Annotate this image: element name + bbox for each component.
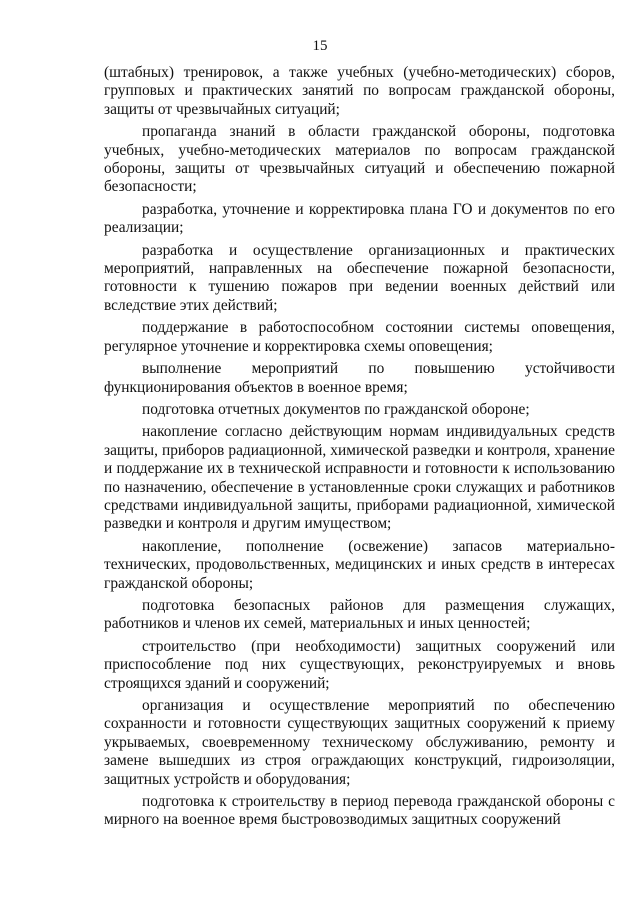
paragraph-7: подготовка отчетных документов по гражданской обороне; <box>142 400 530 418</box>
paragraph-5: поддержание в работоспособном состоянии системы оповещения, регулярное уточнение и корректировка схемы оповещения; <box>104 319 615 355</box>
paragraph-4: разработка и осуществление организационных и практических мероприятий, направленных на обеспечение пожарной безопасности, готовности к тушению пожаров при ведении военных действий или вследствие этих действий; <box>104 241 615 314</box>
paragraph-2: пропаганда знаний в области гражданской обороны, подготовка учебных, учебно-методических материалов по вопросам гражданской обороны, защиты от чрезвычайных ситуаций и обеспечению пожарной безопасности; <box>104 123 615 196</box>
paragraph-11: строительство (при необходимости) защитных сооружений или приспособление под них существующих, реконструируемых и вновь строящихся зданий и сооружений; <box>104 637 615 692</box>
paragraph-3: разработка, уточнение и корректировка плана ГО и документов по его реализации; <box>104 200 615 237</box>
paragraph-12: организация и осуществление мероприятий по обеспечению сохранности и готовности существующих защитных сооружений к приему укрываемых, своевременному техническому обслуживанию, ремонту и замене вышедших из строя ограждающих конструкций, гидроизоляции, защитных устройств и оборудования; <box>104 697 615 788</box>
paragraph-6: выполнение мероприятий по повышению устойчивости функционирования объектов в военное время; <box>104 360 615 396</box>
paragraph-9: накопление, пополнение (освежение) запасов материально-технических, продовольственных, медицинских и иных средств в интересах гражданской обороны; <box>104 537 615 592</box>
paragraph-13: подготовка к строительству в период перевода гражданской обороны с мирного на военное время быстровозводимых защитных сооружений <box>104 793 615 829</box>
paragraph-8: накопление согласно действующим нормам индивидуальных средств защиты, приборов радиационной, химической разведки и контроля, хранение и поддержание их в технической исправности и готовности к использованию по назначению, обеспечение в установленные сроки служащих и работников средствами индивидуальной защиты, приборами радиационной, химической разведки и контроля и другим имуществом; <box>104 423 615 533</box>
page-number: 15 <box>312 38 328 54</box>
paragraph-10: подготовка безопасных районов для размещения служащих, работников и членов их семей, материальных и иных ценностей; <box>104 596 615 633</box>
paragraph-1: (штабных) тренировок, а также учебных (учебно-методических) сборов, групповых и практических занятий по вопросам гражданской обороны, защиты от чрезвычайных ситуаций; <box>104 64 615 118</box>
document-body <box>104 64 615 834</box>
